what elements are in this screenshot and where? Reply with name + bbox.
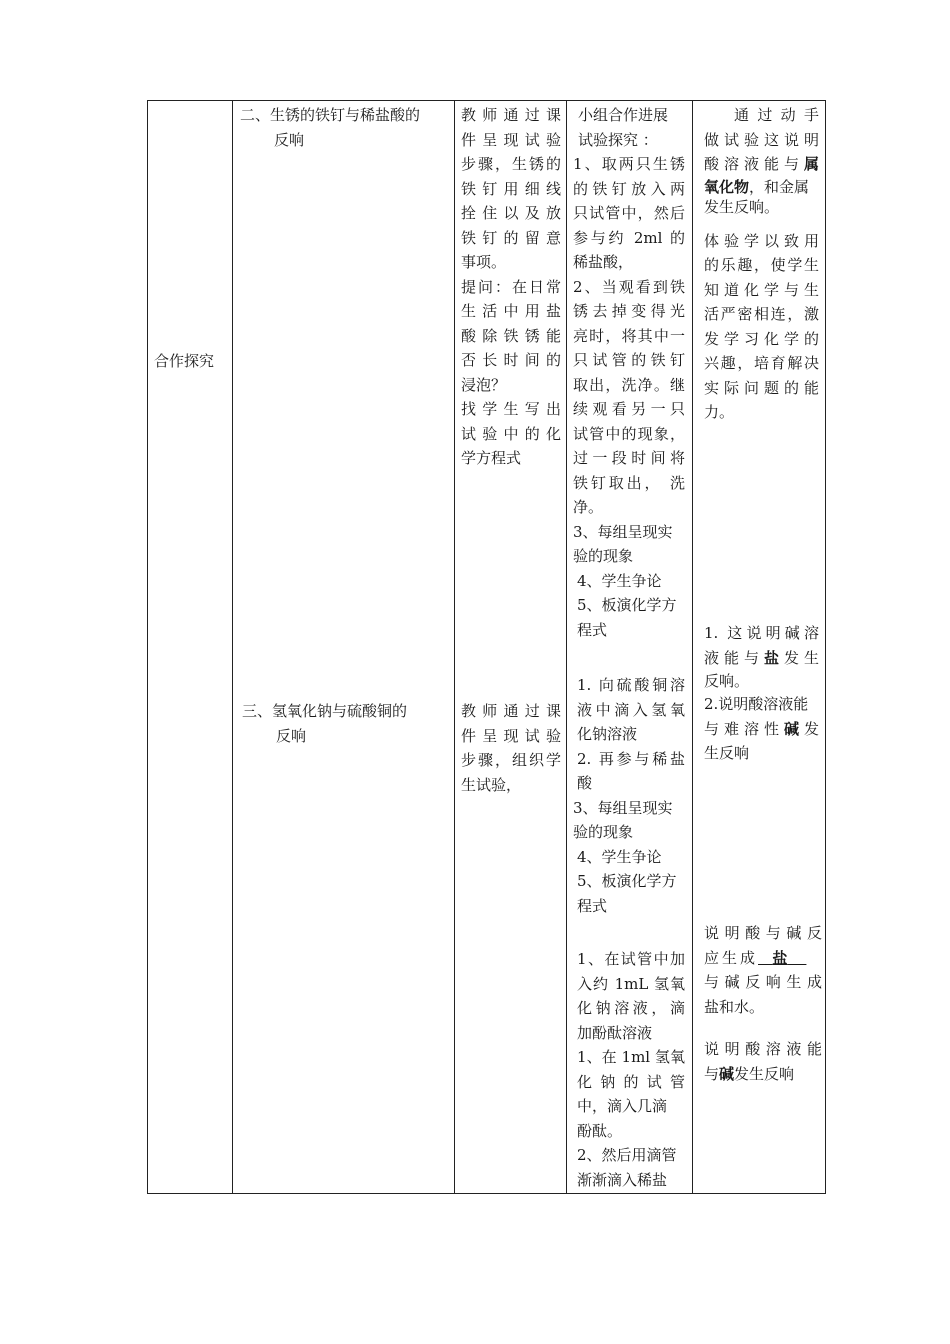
text-line: 盐和水。	[704, 997, 765, 1016]
text-line: 程式	[577, 896, 608, 915]
text-line: 生反响	[704, 744, 750, 762]
topic-line: 反响	[276, 726, 307, 745]
text-part: ，和金属	[749, 177, 810, 196]
emphasis-text: 氧化物	[704, 177, 750, 196]
column-divider	[232, 101, 233, 1193]
text-line: 化钠的试管	[577, 1072, 685, 1091]
emphasis-text: 属	[803, 155, 819, 173]
text-line: 2、当观看到铁	[573, 277, 685, 296]
text-line: 净。	[573, 498, 604, 516]
text-line	[704, 1062, 822, 1087]
text-part: 应生成	[704, 948, 759, 967]
lesson-plan-table	[147, 100, 826, 1194]
text-line: 1、在 1ml 氢氧	[577, 1048, 685, 1066]
section-label	[154, 349, 214, 374]
text-line: 5、板演化学方	[577, 596, 677, 614]
text-line: 发生反响。	[704, 197, 780, 216]
teacher-activity-naoh-cuso4	[461, 699, 561, 797]
text-line: 1、在试管中加	[577, 950, 685, 968]
blank-answer	[758, 949, 806, 967]
text-line: 酚酞。	[577, 1121, 623, 1140]
text-line: 液中滴入氢氧	[577, 700, 685, 719]
topic-rusty-nail	[240, 103, 450, 152]
text-line: 拴住以及放	[461, 204, 561, 222]
emphasis-text: 碱	[783, 719, 804, 738]
text-line: 只试管中，然后	[573, 204, 685, 222]
text-line: 提问：在日常	[461, 277, 561, 296]
text-line: 续观看另一只	[573, 400, 685, 418]
text-line: 4、学生争论	[577, 847, 662, 866]
text-line: 浸泡？	[461, 375, 507, 394]
text-part: 发	[803, 719, 819, 738]
text-line: 知道化学与生	[704, 280, 819, 299]
text-line: 生活中用盐	[461, 302, 561, 320]
text-line: 力。	[704, 403, 735, 421]
text-line: 实际问题的能	[704, 378, 819, 397]
text-line: 锈去掉变得光	[573, 302, 685, 320]
text-part: 与	[704, 1064, 720, 1083]
text-line: 试管中的现象，	[573, 424, 685, 443]
text-line: 说明酸与碱反	[704, 924, 822, 942]
text-part: 液能与	[704, 648, 764, 667]
text-line: 亮时，将其中一	[573, 326, 685, 345]
text-line: 步骤，组织学	[461, 751, 561, 769]
text-line: 小组合作进展	[578, 106, 669, 124]
text-line: 1. 这说明碱溶	[704, 624, 819, 642]
text-line: 入约 1mL 氢氧	[577, 974, 685, 993]
student-activity-naoh-cuso4	[573, 673, 685, 918]
section-label-text: 合作探究	[154, 352, 215, 370]
text-part: 发生反响	[734, 1064, 795, 1083]
student-activity-neutralization	[577, 947, 685, 1192]
text-line: 2. 再参与稀盐	[577, 749, 685, 768]
text-line: 体验学以致用	[704, 231, 819, 250]
text-line: 与碱反响生成	[704, 973, 822, 991]
text-line: 中，滴入几滴	[577, 1097, 668, 1115]
text-line: 稀盐酸，	[573, 253, 634, 271]
text-line: 件呈现试验	[461, 726, 561, 745]
text-line	[704, 717, 819, 742]
text-line: 参与约 2ml 的	[573, 228, 685, 247]
column-divider	[692, 101, 693, 1193]
text-line: 2.说明酸溶液能	[704, 695, 809, 713]
text-line: 说明酸溶液能	[704, 1040, 822, 1058]
text-line: 兴趣，培育解决	[704, 354, 819, 372]
text-line: 铁钉的留意	[461, 228, 561, 247]
spacer	[704, 217, 819, 229]
text-line: 2、然后用滴管	[577, 1146, 677, 1164]
column-divider	[454, 101, 455, 1193]
text-line: 只试管的铁钉	[573, 351, 685, 369]
text-line: 试验探究 ：	[578, 130, 658, 149]
text-line: 步骤，生锈的	[461, 155, 561, 173]
text-line: 渐渐滴入稀盐	[577, 1170, 668, 1189]
topic-naoh-cuso4	[242, 699, 450, 748]
text-line: 通过动手	[734, 106, 819, 124]
text-part: 与难溶性	[704, 719, 784, 738]
student-activity-rusty-nail	[573, 103, 685, 642]
text-line: 教师通过课	[461, 106, 561, 124]
text-line: 1. 向硫酸铜溶	[577, 676, 685, 694]
text-line: 化钠溶液	[577, 725, 638, 743]
text-line: 加酚酞溶液	[577, 1023, 653, 1042]
topic-line: 二、生锈的铁钉与稀盐酸的	[240, 106, 421, 124]
text-line: 活严密相连，激	[704, 305, 819, 323]
text-line: 3、每组呈现实	[573, 798, 673, 817]
text-line	[704, 177, 819, 197]
emphasis-text: 盐	[763, 648, 784, 667]
teacher-activity-rusty-nail	[461, 103, 561, 471]
topic-line: 反响	[274, 130, 305, 149]
text-part: 酸溶液能与	[704, 155, 804, 173]
text-line: 4、学生争论	[577, 571, 662, 590]
text-line: 找学生写出	[461, 400, 561, 418]
text-part: 发生	[783, 648, 819, 667]
text-line: 铁钉取出， 洗	[573, 473, 685, 492]
text-line: 事项。	[461, 253, 507, 271]
emphasis-text: 碱	[719, 1064, 735, 1083]
text-line: 学方程式	[461, 449, 522, 467]
text-line	[704, 646, 819, 671]
emphasis-text: 盐	[772, 948, 788, 967]
purpose-rusty-nail	[704, 103, 819, 425]
topic-line: 三、氢氧化钠与硫酸铜的	[242, 702, 408, 720]
text-line: 反响。	[704, 672, 750, 690]
text-line	[704, 946, 822, 971]
text-line: 3、每组呈现实	[573, 522, 673, 541]
text-line: 做试验这说明	[704, 130, 819, 149]
text-line: 过一段时间将	[573, 449, 685, 467]
purpose-neutralization	[704, 921, 822, 1086]
text-line: 取出，洗净。继	[573, 375, 685, 394]
text-line: 化钠溶液，滴	[577, 999, 685, 1017]
text-line: 生试验，	[461, 775, 522, 794]
text-line: 5、板演化学方	[577, 872, 677, 890]
spacer	[704, 1019, 822, 1037]
text-line: 验的现象	[573, 547, 634, 565]
column-divider	[566, 101, 567, 1193]
text-line: 发学习化学的	[704, 329, 819, 348]
text-line: 教师通过课	[461, 702, 561, 720]
text-line: 铁钉用细线	[461, 179, 561, 198]
text-line: 的铁钉放入两	[573, 179, 685, 198]
text-line: 酸除铁锈能	[461, 326, 561, 345]
text-line: 验的现象	[573, 823, 634, 841]
text-line	[704, 152, 819, 177]
text-line: 程式	[577, 620, 608, 639]
purpose-naoh-cuso4	[704, 621, 819, 766]
text-line: 1、取两只生锈	[573, 155, 685, 173]
text-line: 否长时间的	[461, 351, 561, 369]
text-line: 酸	[577, 774, 593, 792]
text-line: 试验中的化	[461, 424, 561, 443]
text-line: 的乐趣，使学生	[704, 256, 819, 274]
text-line: 件呈现试验	[461, 130, 561, 149]
